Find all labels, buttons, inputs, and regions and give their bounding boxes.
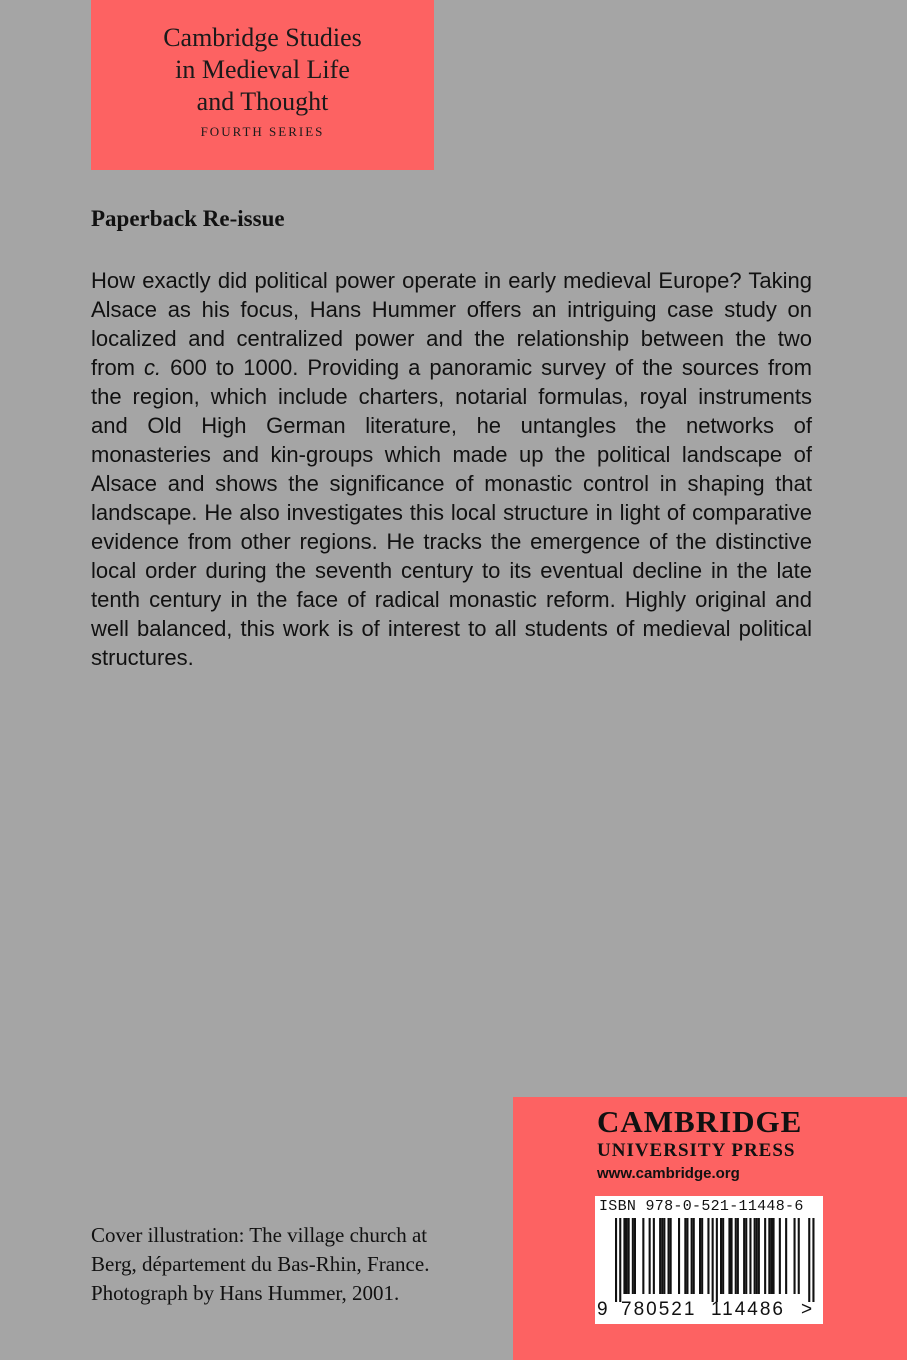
cover-illustration-credit	[91, 1221, 511, 1308]
barcode-bar	[754, 1218, 756, 1294]
barcode-bar	[628, 1218, 630, 1294]
barcode-bar	[626, 1218, 628, 1294]
barcode-bar	[623, 1218, 625, 1294]
barcode-bar	[745, 1218, 747, 1294]
barcode-bar	[770, 1218, 772, 1294]
barcode-bar	[619, 1218, 621, 1302]
barcode-bar	[670, 1218, 672, 1294]
barcode-bar	[812, 1218, 814, 1302]
barcode-bar	[691, 1218, 693, 1294]
barcode-bar	[743, 1218, 745, 1294]
barcode-bar	[634, 1218, 636, 1294]
barcode-bar	[693, 1218, 695, 1294]
blurb-text-part2: 600 to 1000. Providing a panoramic survey of the sources from the region, which include charters, notarial formulas, royal instruments and Old High German literature, he untangles the networks of monasteries and kin-groups which made up the political landscape of Alsace and shows the significance of monastic control in shaping that landscape. He also investigates this local structure in light of comparative evidence from other regions. He tracks the emergence of the distinctive local order during the seventh century to its eventual decline in the late tenth century in the face of radical monastic reform. Highly original and well balanced, this work is of interest to all students of medieval political structures.	[91, 355, 812, 670]
barcode-bar	[659, 1218, 661, 1294]
barcode-bar	[663, 1218, 665, 1294]
barcode-bar	[737, 1218, 739, 1294]
barcode-tail-mark: >	[801, 1299, 813, 1320]
circa-abbrev: c.	[144, 355, 162, 380]
barcode-bar	[649, 1218, 651, 1294]
publisher-url: www.cambridge.org	[597, 1165, 740, 1182]
barcode-left-digits: 780521	[621, 1299, 697, 1320]
barcode-bar	[735, 1218, 737, 1294]
barcode-bar	[632, 1218, 634, 1294]
barcode-bar	[707, 1218, 709, 1294]
barcode-bar	[701, 1218, 703, 1294]
barcode-bar	[768, 1218, 770, 1294]
barcode-bar	[756, 1218, 758, 1294]
credit-line2: Berg, département du Bas-Rhin, France.	[91, 1252, 430, 1276]
barcode-bar	[808, 1218, 810, 1302]
barcode-bar	[773, 1218, 775, 1294]
barcode-bar	[794, 1218, 796, 1294]
publisher-subname: UNIVERSITY PRESS	[597, 1140, 796, 1161]
barcode-bar	[764, 1218, 766, 1294]
series-box	[91, 0, 434, 170]
barcode-bar	[749, 1218, 751, 1294]
barcode-bar	[722, 1218, 724, 1294]
barcode-bar	[731, 1218, 733, 1294]
reissue-heading: Paperback Re-issue	[91, 206, 285, 231]
barcode-bars	[599, 1218, 819, 1302]
barcode-bar	[686, 1218, 688, 1294]
publisher-name: CAMBRIDGE	[597, 1104, 803, 1139]
barcode-bar	[684, 1218, 686, 1294]
credit-line1: Cover illustration: The village church at	[91, 1223, 428, 1247]
isbn-label: ISBN 978-0-521-11448-6	[599, 1198, 804, 1215]
barcode-bar	[779, 1218, 781, 1294]
barcode-bar	[661, 1218, 663, 1294]
barcode-bar	[615, 1218, 617, 1302]
book-blurb	[91, 266, 812, 672]
series-title-line3: and Thought	[196, 87, 329, 116]
barcode-bar	[720, 1218, 722, 1294]
barcode-bar	[668, 1218, 670, 1294]
series-subtitle: FOURTH SERIES	[200, 124, 325, 139]
barcode-bar	[728, 1218, 730, 1294]
barcode-bar	[785, 1218, 787, 1294]
series-title	[91, 22, 434, 118]
publisher-box	[513, 1097, 907, 1360]
isbn-barcode	[595, 1196, 823, 1324]
barcode-bar	[699, 1218, 701, 1294]
barcode-bar	[642, 1218, 644, 1294]
barcode-bar	[653, 1218, 655, 1294]
series-title-line2: in Medieval Life	[175, 55, 350, 84]
barcode-right-digits: 114486	[711, 1299, 785, 1320]
barcode-lead-digit: 9	[597, 1299, 608, 1320]
barcode-bar	[712, 1218, 714, 1302]
blurb-text-part1: How exactly did political power operate in early medieval Europe? Taking Alsace as his focus, Hans Hummer offers an intriguing case study on localized and centralized power and the relationship between the two from	[91, 268, 812, 380]
barcode-bar	[758, 1218, 760, 1294]
credit-line3: Photograph by Hans Hummer, 2001.	[91, 1281, 400, 1305]
series-title-line1: Cambridge Studies	[163, 23, 362, 52]
barcode-bar	[716, 1218, 718, 1302]
barcode-bar	[798, 1218, 800, 1294]
barcode-bar	[678, 1218, 680, 1294]
